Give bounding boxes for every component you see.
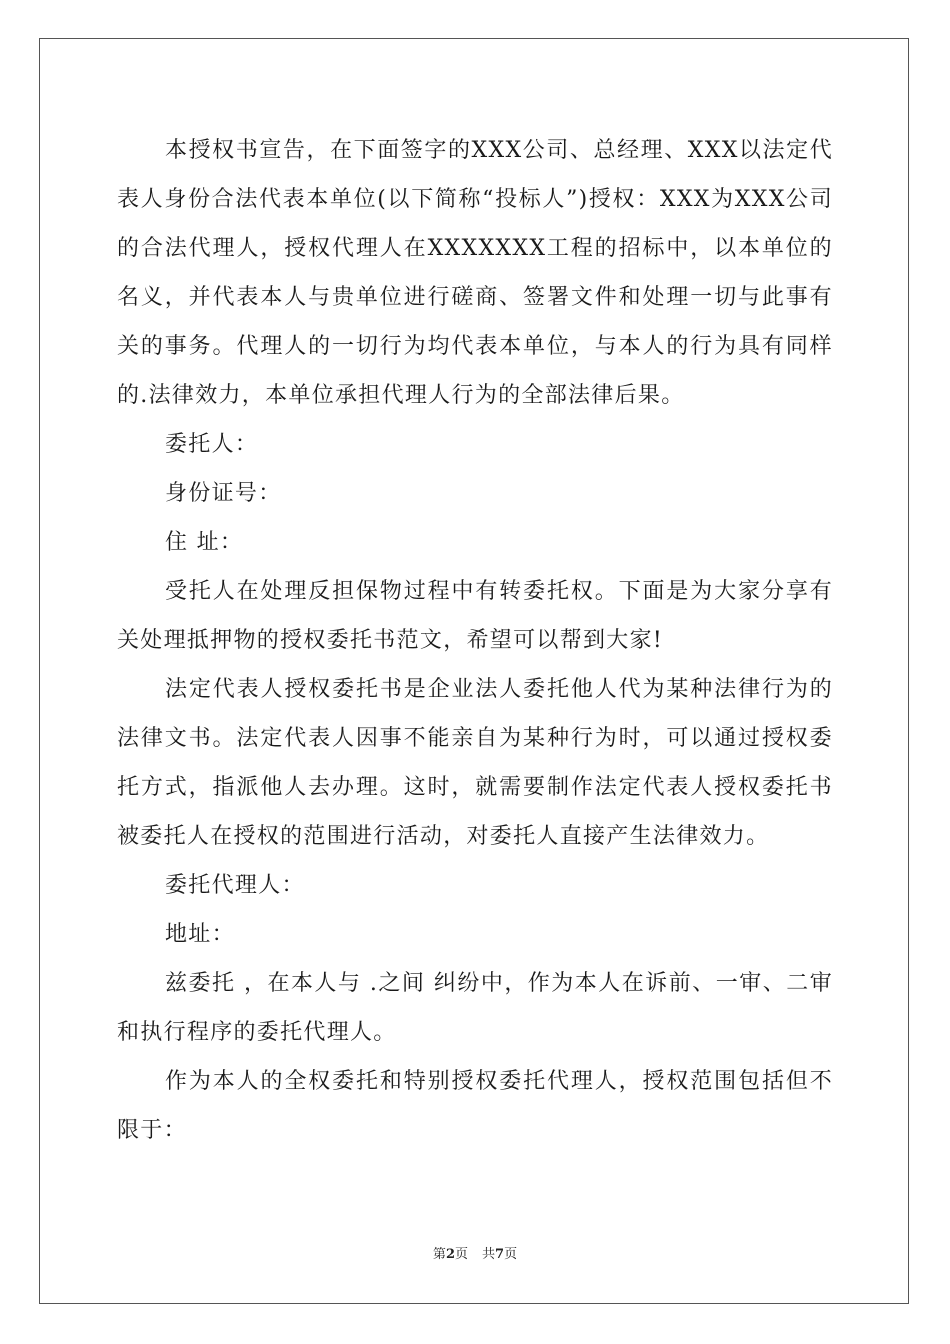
footer-page-prefix: 第 (432, 1247, 446, 1262)
footer-page-number: 2 (445, 1247, 455, 1262)
document-body (117, 126, 833, 1155)
footer-total-suffix: 页 (504, 1247, 518, 1262)
footer-total-pages: 7 (495, 1247, 505, 1262)
paragraph-authorization-scope: 作为本人的全权委托和特别授权委托代理人，授权范围包括但不限于： (117, 1069, 833, 1143)
paragraph-legal-rep-definition: 法定代表人授权委托书是企业法人委托他人代为某种法律行为的法律文书。法定代表人因事不能亲自为某种行为时，可以通过授权委托方式，指派他人去办理。这时，就需要制作法定代表人授权委托书被委托人在授权的范围进行活动，对委托人直接产生法律效力。 (117, 677, 833, 849)
footer-total-prefix: 共 (482, 1247, 496, 1262)
paragraph-id-number-label: 身份证号： (165, 481, 282, 506)
paragraph-authorization-statement: 本授权书宣告，在下面签字的XXX公司、总经理、XXX以法定代表人身份合法代表本单位(以下简称“投标人”)授权：XXX为XXX公司的合法代理人，授权代理人在XXXXXXX工程的招标中，以本单位的名义，并代表本人与贵单位进行磋商、签署文件和处理一切与此事有关的事务。代理人的一切行为均代表本单位，与本人的行为具有同样的.法律效力，本单位承担代理人行为的全部法律后果。 (117, 138, 833, 408)
paragraph-entrustment-clause: 兹委托 ，在本人与 .之间 纠纷中，作为本人在诉前、一审、二审和执行程序的委托代理人。 (117, 971, 833, 1045)
page-footer (0, 1246, 950, 1264)
paragraph-agent-label: 委托代理人： (165, 873, 305, 898)
paragraph-principal-label: 委托人： (165, 432, 259, 457)
paragraph-sub-delegation: 受托人在处理反担保物过程中有转委托权。下面是为大家分享有关处理抵押物的授权委托书范文，希望可以帮到大家! (117, 579, 833, 653)
footer-page-suffix: 页 (454, 1247, 468, 1262)
paragraph-agent-address-label: 地址： (165, 922, 235, 947)
paragraph-address-label: 住 址： (165, 530, 244, 555)
